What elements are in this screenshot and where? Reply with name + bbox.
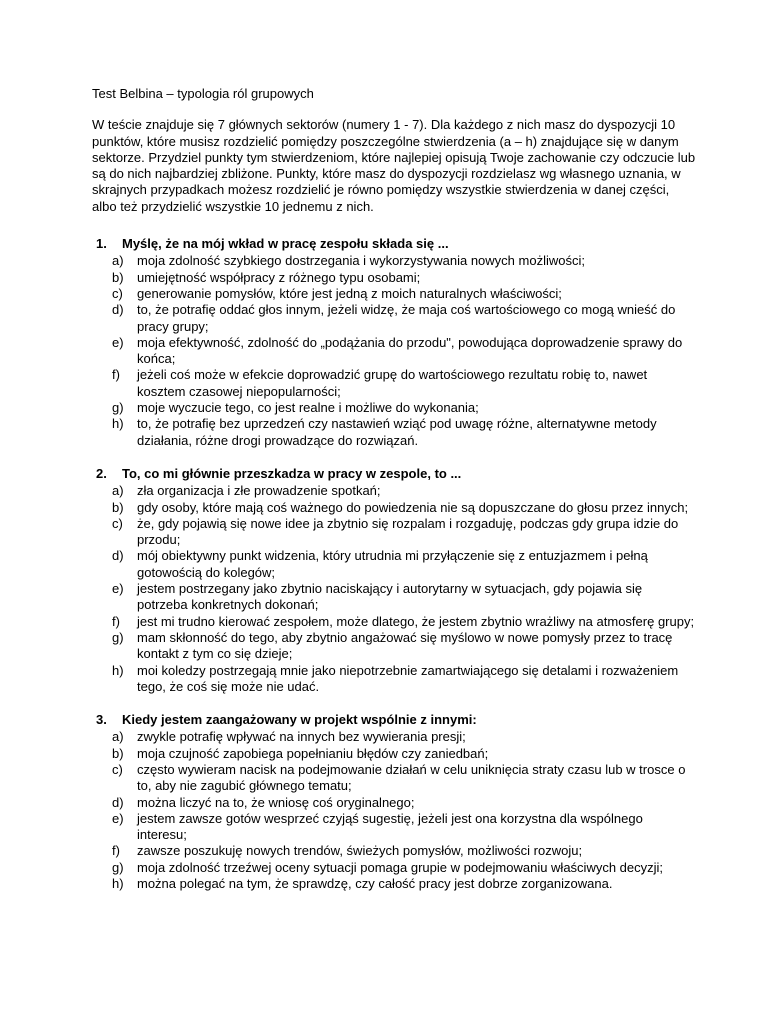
statement-label: e) xyxy=(112,581,124,597)
statement-text: można liczyć na to, że wniosę coś oryginalnego; xyxy=(137,794,415,810)
statement-label: g) xyxy=(112,629,124,645)
statement-text: jestem postrzegany jako zbytnio naciskający i autorytarny w sytuacjach, gdy pojawia się potrzeba konkretnych dokonań; xyxy=(137,581,643,613)
statement-label: d) xyxy=(112,548,124,564)
statement-item xyxy=(112,367,696,400)
section-heading xyxy=(92,466,696,482)
statement-item xyxy=(112,795,696,811)
statement-text: to, że potrafię oddać głos innym, jeżeli widzę, że maja coś wartościowego co mogą wnieść do pracy grupy; xyxy=(137,302,676,334)
statement-text: że, gdy pojawią się nowe idee ja zbytnio się rozpalam i rozgaduję, podczas gdy grupa idzie do przodu; xyxy=(137,515,679,548)
statement-item xyxy=(112,762,696,795)
statement-text: moja zdolność szybkiego dostrzegania i wykorzystywania nowych możliwości; xyxy=(137,253,585,269)
statement-label: b) xyxy=(112,745,124,761)
statement-item xyxy=(112,663,696,696)
statement-label: a) xyxy=(112,483,124,499)
statement-item xyxy=(112,270,696,286)
statement-item xyxy=(112,630,696,663)
statement-item xyxy=(112,581,696,614)
section-2 xyxy=(92,466,696,695)
section-number: 3. xyxy=(96,712,107,728)
statement-text: moje wyczucie tego, co jest realne i możliwe do wykonania; xyxy=(137,400,479,416)
statement-item xyxy=(112,335,696,368)
statement-item xyxy=(112,746,696,762)
statement-text: umiejętność współpracy z różnego typu osobami; xyxy=(137,269,421,285)
statement-label: c) xyxy=(112,515,123,531)
statement-label: a) xyxy=(112,729,124,745)
section-number: 1. xyxy=(96,236,107,252)
section-1 xyxy=(92,236,696,449)
statement-item xyxy=(112,860,696,876)
statement-text: zła organizacja i złe prowadzenie spotkań; xyxy=(137,483,381,499)
statement-text: zawsze poszukuję nowych trendów, świeżych pomysłów, możliwości rozwoju; xyxy=(137,843,583,859)
section-number: 2. xyxy=(96,465,107,481)
statement-item xyxy=(112,416,696,449)
statement-text: jest mi trudno kierować zespołem, może dlatego, że jestem zbytnio wrażliwy na atmosferę grupy; xyxy=(137,613,695,629)
statement-label: h) xyxy=(112,876,124,892)
statement-text: można polegać na tym, że sprawdzę, czy całość pracy jest dobrze zorganizowana. xyxy=(137,876,613,892)
statement-text: to, że potrafię bez uprzedzeń czy nastawień wziąć pod uwagę różne, alternatywne metody działania, różne drogi prowadzące do rozwiązań. xyxy=(137,416,657,448)
statement-item xyxy=(112,516,696,549)
statement-text: moja czujność zapobiega popełnianiu błędów czy zaniedbań; xyxy=(137,745,489,761)
section-heading xyxy=(92,712,696,728)
statement-text: mam skłonność do tego, aby zbytnio angażować się myślowo w nowe pomysły przez to tracę kontakt z tym co się dzieje; xyxy=(137,629,673,662)
statement-list xyxy=(92,253,696,449)
statement-label: c) xyxy=(112,285,123,301)
statement-text: moja zdolność trzeźwej oceny sytuacji pomaga grupie w podejmowaniu właściwych decyzji; xyxy=(137,859,664,875)
statement-label: b) xyxy=(112,499,124,515)
statement-label: a) xyxy=(112,253,124,269)
statement-item xyxy=(112,614,696,630)
statement-item xyxy=(112,548,696,581)
statement-label: f) xyxy=(112,367,120,383)
statement-label: f) xyxy=(112,613,120,629)
statement-text: często wywieram nacisk na podejmowanie działań w celu uniknięcia straty czasu lub w trosce o to, aby nie zagubić głównego tematu; xyxy=(137,761,686,794)
statement-item xyxy=(112,500,696,516)
section-heading-text: Kiedy jestem zaangażowany w projekt wspólnie z innymi: xyxy=(122,712,477,728)
statement-label: e) xyxy=(112,810,124,826)
statement-item xyxy=(112,400,696,416)
statement-item xyxy=(112,302,696,335)
statement-label: f) xyxy=(112,843,120,859)
statement-label: h) xyxy=(112,416,124,432)
statement-item xyxy=(112,729,696,745)
intro-paragraph: W teście znajduje się 7 głównych sektorów (numery 1 - 7). Dla każdego z nich masz do dyspozycji 10 punktów, które musisz rozdzielić pomiędzy poszczególne stwierdzenia (a – h) znajdujące się w danym sektorze. Przydziel punkty tym stwierdzeniom, które najlepiej opisują Twoje zachowanie czy odczucie lub są do nich najbardziej zbliżone. Punkty, które masz do dyspozycji rozdzielasz wg własnego uznania, w skrajnych przypadkach możesz rozdzielić je równo pomiędzy wszystkie stwierdzenia w danej części, albo też przydzielić wszystkie 10 jednemu z nich. xyxy=(92,117,696,214)
statement-text: moja efektywność, zdolność do „podążania do przodu", powodująca doprowadzenie sprawy do końca; xyxy=(137,334,683,367)
statement-list xyxy=(92,729,696,892)
statement-text: jeżeli coś może w efekcie doprowadzić grupę do wartościowego rezultatu robię to, nawet kosztem czasowej niepopularności; xyxy=(137,367,648,399)
section-3 xyxy=(92,712,696,892)
statement-text: zwykle potrafię wpływać na innych bez wywierania presji; xyxy=(137,729,466,745)
statement-label: h) xyxy=(112,662,124,678)
statement-list xyxy=(92,483,696,695)
statement-text: moi koledzy postrzegają mnie jako niepotrzebnie zamartwiającego się detalami i rozważeniem tego, że coś się może nie udać. xyxy=(137,662,679,694)
statement-label: g) xyxy=(112,859,124,875)
section-heading-text: To, co mi głównie przeszkadza w pracy w zespole, to ... xyxy=(122,465,462,481)
statement-text: jestem zawsze gotów wesprzeć czyjąś sugestię, jeżeli jest ona korzystna dla wspólnego interesu; xyxy=(137,810,643,843)
statement-text: mój obiektywny punkt widzenia, który utrudnia mi przyłączenie się z entuzjazmem i pełną gotowością do kolegów; xyxy=(137,548,648,580)
statement-item xyxy=(112,811,696,844)
statement-item xyxy=(112,286,696,302)
statement-label: d) xyxy=(112,794,124,810)
section-list xyxy=(92,236,696,892)
statement-item xyxy=(112,483,696,499)
statement-item xyxy=(112,876,696,892)
statement-text: gdy osoby, które mają coś ważnego do powiedzenia nie są dopuszczane do głosu przez innych; xyxy=(137,499,689,515)
statement-item xyxy=(112,253,696,269)
document-title: Test Belbina – typologia ról grupowych xyxy=(92,86,314,101)
statement-label: d) xyxy=(112,302,124,318)
section-heading-text: Myślę, że na mój wkład w pracę zespołu składa się ... xyxy=(122,236,449,252)
statement-label: c) xyxy=(112,761,123,777)
statement-label: b) xyxy=(112,269,124,285)
statement-text: generowanie pomysłów, które jest jedną z moich naturalnych właściwości; xyxy=(137,285,562,301)
statement-label: g) xyxy=(112,400,124,416)
statement-label: e) xyxy=(112,334,124,350)
section-heading xyxy=(92,236,696,252)
statement-item xyxy=(112,843,696,859)
